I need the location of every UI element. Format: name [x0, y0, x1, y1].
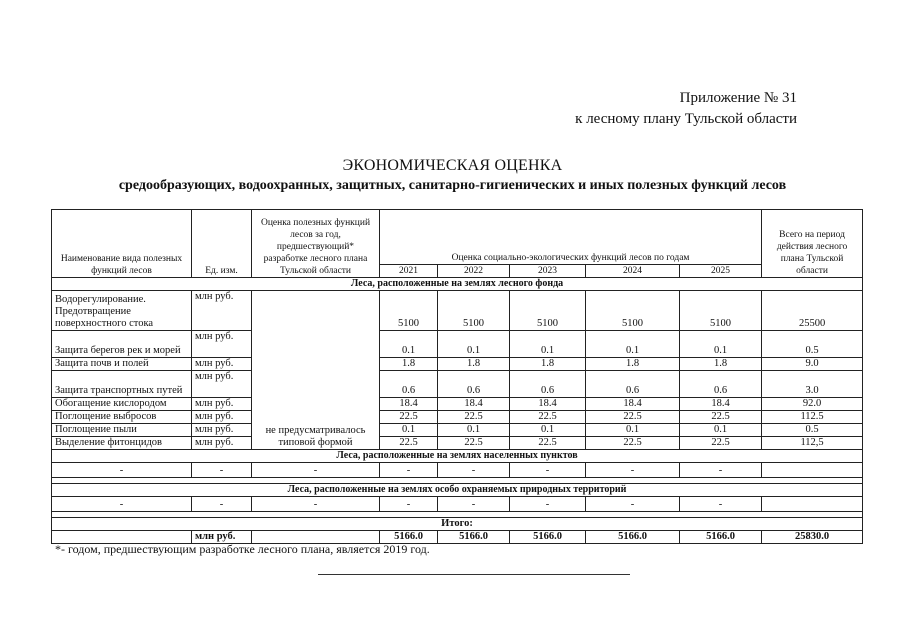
value-cell: 22.5: [586, 437, 680, 450]
value-cell: 0.1: [586, 424, 680, 437]
year-2022: 2022: [438, 265, 510, 278]
dash-cell: -: [52, 497, 192, 512]
row-name: Водорегулирование. Предотвращение поверхностного стока: [52, 291, 192, 331]
value-cell: 1.8: [380, 358, 438, 371]
dash-cell: -: [380, 463, 438, 478]
value-cell: 0.1: [510, 331, 586, 358]
value-cell: 1.8: [680, 358, 762, 371]
dash-cell: -: [680, 463, 762, 478]
row-name: Защита транспортных путей: [52, 371, 192, 398]
value-cell: 0.1: [380, 331, 438, 358]
dash-row: [52, 497, 863, 512]
value-cell: 22.5: [438, 437, 510, 450]
appendix-header: [575, 88, 797, 130]
dash-cell: -: [252, 497, 380, 512]
value-cell: 18.4: [510, 398, 586, 411]
table-row: [52, 437, 863, 450]
document-title: ЭКОНОМИЧЕСКАЯ ОЦЕНКА: [342, 157, 563, 174]
value-cell: 0.1: [438, 331, 510, 358]
value-cell: 1.8: [586, 358, 680, 371]
table-row: [52, 411, 863, 424]
header-name: Наименование вида полезных функций лесов: [52, 210, 192, 278]
year-2024: 2024: [586, 265, 680, 278]
row-name: Защита берегов рек и морей: [52, 331, 192, 358]
value-cell: 0.6: [680, 371, 762, 398]
row-name: Выделение фитонцидов: [52, 437, 192, 450]
value-cell: 18.4: [586, 398, 680, 411]
total-value-cell: 5166.0: [438, 531, 510, 544]
dash-cell: -: [438, 463, 510, 478]
dash-cell: -: [52, 463, 192, 478]
value-cell: 18.4: [380, 398, 438, 411]
dash-cell: [762, 463, 863, 478]
value-cell: 1.8: [438, 358, 510, 371]
total-cell: 0.5: [762, 424, 863, 437]
value-cell: 0.1: [510, 424, 586, 437]
value-cell: 18.4: [438, 398, 510, 411]
dash-cell: -: [438, 497, 510, 512]
total-cell: 112.5: [762, 411, 863, 424]
value-cell: 0.6: [586, 371, 680, 398]
header-prev-year: Оценка полезных функций лесов за год, предшествующий* разработке лесного плана Тульской области: [252, 210, 380, 278]
value-cell: 22.5: [680, 411, 762, 424]
value-cell: 22.5: [680, 437, 762, 450]
table-row: [52, 371, 863, 398]
dash-cell: -: [192, 497, 252, 512]
row-unit: млн руб.: [192, 358, 252, 371]
row-name: Поглощение выбросов: [52, 411, 192, 424]
prev-year-estimate: не предусматривалось типовой формой: [252, 291, 380, 450]
dash-cell: [762, 497, 863, 512]
total-cell: 92.0: [762, 398, 863, 411]
table-row: [52, 424, 863, 437]
year-2021: 2021: [380, 265, 438, 278]
evaluation-table: [51, 209, 863, 544]
value-cell: 22.5: [510, 411, 586, 424]
header-total-period: Всего на период действия лесного плана Тульской области: [762, 210, 863, 278]
dash-cell: -: [680, 497, 762, 512]
value-cell: 5100: [438, 291, 510, 331]
table-row: [52, 331, 863, 358]
dash-cell: -: [510, 463, 586, 478]
header-unit: Ед. изм.: [192, 210, 252, 278]
value-cell: 5100: [586, 291, 680, 331]
bottom-divider: [318, 574, 630, 575]
year-2023: 2023: [510, 265, 586, 278]
section-settlements: Леса, расположенные на землях населенных пунктов: [52, 450, 863, 463]
row-unit: млн руб.: [192, 331, 252, 358]
document-subtitle: средообразующих, водоохранных, защитных, санитарно-гигиенических и иных полезных функций лесов: [118, 178, 787, 193]
footnote: *- годом, предшествующим разработке лесного плана, является 2019 год.: [55, 542, 430, 556]
row-unit: млн руб.: [192, 398, 252, 411]
row-name: Поглощение пыли: [52, 424, 192, 437]
total-cell: 0.5: [762, 331, 863, 358]
total-value-cell: 5166.0: [380, 531, 438, 544]
total-value-cell: 5166.0: [680, 531, 762, 544]
value-cell: 22.5: [510, 437, 586, 450]
value-cell: 22.5: [380, 437, 438, 450]
row-unit: млн руб.: [192, 411, 252, 424]
value-cell: 0.1: [380, 424, 438, 437]
value-cell: 22.5: [438, 411, 510, 424]
value-cell: 1.8: [510, 358, 586, 371]
dash-cell: -: [192, 463, 252, 478]
value-cell: 0.6: [438, 371, 510, 398]
value-cell: 0.1: [586, 331, 680, 358]
row-unit: млн руб.: [192, 424, 252, 437]
appendix-subtitle: к лесному плану Тульской области: [575, 111, 797, 127]
table-row: [52, 291, 863, 331]
value-cell: 18.4: [680, 398, 762, 411]
row-name: Защита почв и полей: [52, 358, 192, 371]
dash-cell: -: [586, 497, 680, 512]
total-value-cell: 5166.0: [510, 531, 586, 544]
row-unit: млн руб.: [192, 291, 252, 331]
total-row-unit: млн руб.: [192, 531, 252, 544]
value-cell: 0.6: [510, 371, 586, 398]
dash-cell: -: [510, 497, 586, 512]
dash-cell: -: [252, 463, 380, 478]
appendix-number: Приложение № 31: [679, 90, 797, 106]
value-cell: 22.5: [586, 411, 680, 424]
value-cell: 0.1: [680, 424, 762, 437]
table-row: [52, 398, 863, 411]
section-protected-areas: Леса, расположенные на землях особо охраняемых природных территорий: [52, 484, 863, 497]
row-unit: млн руб.: [192, 371, 252, 398]
value-cell: 5100: [680, 291, 762, 331]
header-by-years: Оценка социально-экологических функций лесов по годам: [380, 210, 762, 265]
year-2025: 2025: [680, 265, 762, 278]
value-cell: 22.5: [380, 411, 438, 424]
value-cell: 0.1: [438, 424, 510, 437]
row-name: Обогащение кислородом: [52, 398, 192, 411]
value-cell: 5100: [380, 291, 438, 331]
dash-cell: -: [380, 497, 438, 512]
table-row: [52, 358, 863, 371]
total-cell: 9.0: [762, 358, 863, 371]
grand-total-cell: 25830.0: [762, 531, 863, 544]
row-unit: млн руб.: [192, 437, 252, 450]
total-cell: 112,5: [762, 437, 863, 450]
total-cell: 25500: [762, 291, 863, 331]
value-cell: 5100: [510, 291, 586, 331]
value-cell: 0.1: [680, 331, 762, 358]
value-cell: 0.6: [380, 371, 438, 398]
total-cell: 3.0: [762, 371, 863, 398]
dash-row: [52, 463, 863, 478]
dash-cell: -: [586, 463, 680, 478]
total-label: Итого:: [52, 518, 863, 531]
section-forest-fund: Леса, расположенные на землях лесного фонда: [52, 278, 863, 291]
total-value-cell: 5166.0: [586, 531, 680, 544]
